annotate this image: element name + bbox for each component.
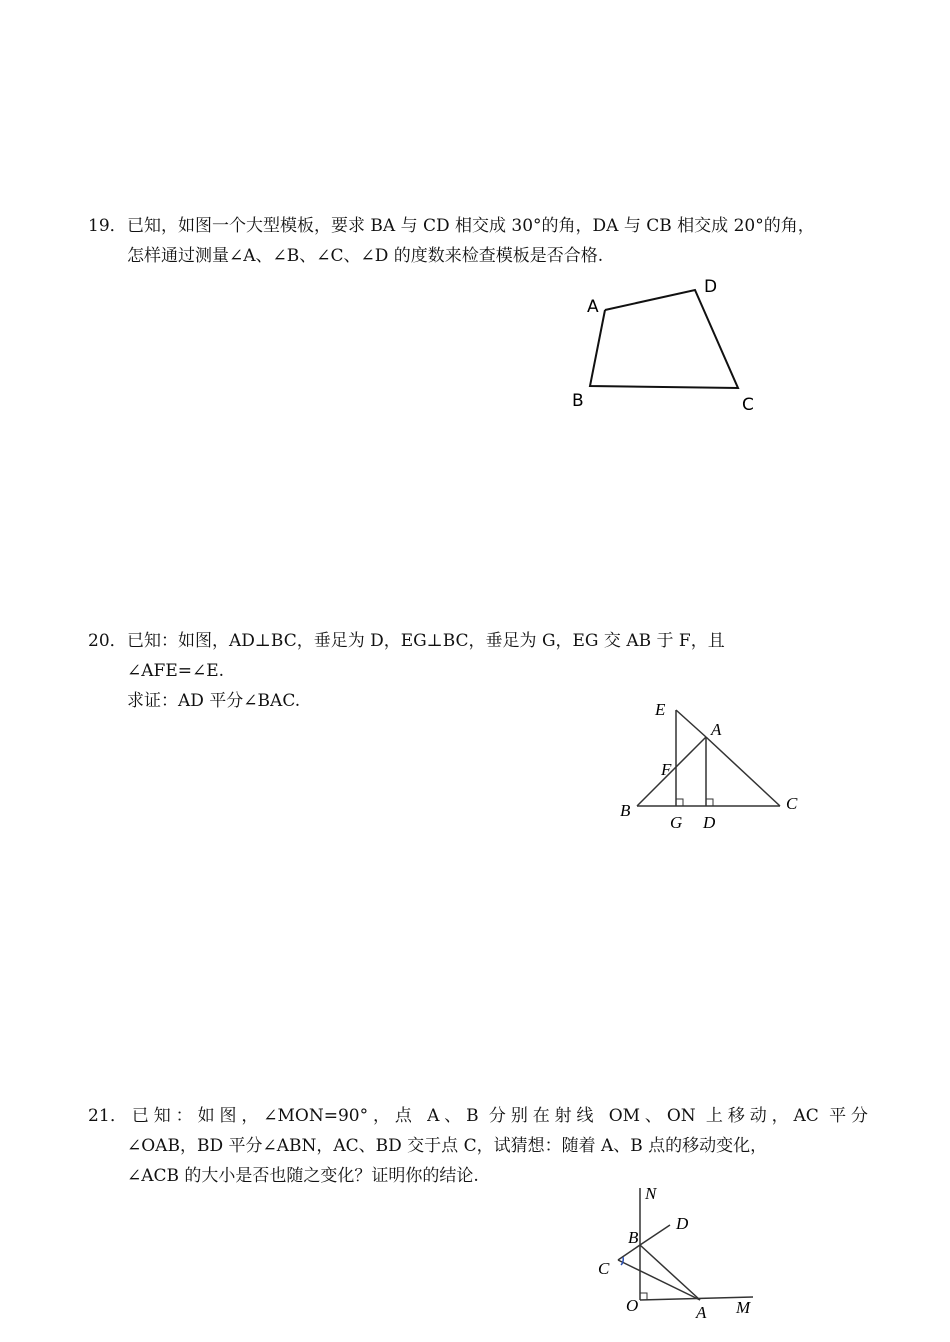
figure-label: B xyxy=(628,1228,639,1247)
problem-19 xyxy=(88,211,868,271)
figure-label: A xyxy=(587,297,599,317)
figure-21-right-angle xyxy=(590,1180,770,1330)
problem-number: 21． xyxy=(88,1106,127,1126)
figure-label: A xyxy=(696,1303,707,1322)
figure-label: D xyxy=(676,1214,689,1233)
problem-text-line: 已知：如图，∠MON=90°，点 A、B 分别在射线 OM、ON 上移动，AC 平分 xyxy=(127,1106,868,1126)
figure-label: C xyxy=(786,794,798,813)
problem-text-line: 已知，如图一个大型模板，要求 BA 与 CD 相交成 30°的角，DA 与 CB 相交成 20°的角， xyxy=(127,216,815,236)
figure-19-quadrilateral xyxy=(560,270,780,420)
figure-label: M xyxy=(736,1298,751,1317)
figure-label: D xyxy=(704,277,718,297)
figure-label: B xyxy=(572,391,584,411)
problem-text-line: ∠ACB 的大小是否也随之变化？证明你的结论. xyxy=(127,1166,479,1186)
figure-label: B xyxy=(620,801,631,820)
figure-label: N xyxy=(645,1184,657,1203)
figure-label: O xyxy=(626,1296,639,1315)
figure-label: D xyxy=(703,813,716,832)
figure-label: C xyxy=(598,1259,610,1278)
figure-label: A xyxy=(711,720,722,739)
problem-text-line: ∠OAB，BD 平分∠ABN，AC、BD 交于点 C，试猜想：随着 A、B 点的移动变化， xyxy=(127,1136,768,1156)
figure-label: G xyxy=(670,813,683,832)
problem-text-line: ∠AFE=∠E. xyxy=(127,661,225,681)
problem-number: 19． xyxy=(88,216,127,236)
problem-text-line: 已知：如图，AD⊥BC，垂足为 D，EG⊥BC，垂足为 G，EG 交 AB 于 F，且 xyxy=(127,631,725,651)
problem-21 xyxy=(88,1101,868,1191)
figure-label: E xyxy=(655,700,666,719)
problem-number: 20． xyxy=(88,631,127,651)
figure-label: F xyxy=(661,760,672,779)
problem-text-line: 求证：AD 平分∠BAC. xyxy=(127,691,301,711)
figure-20-triangle xyxy=(610,695,820,840)
problem-text-line: 怎样通过测量∠A、∠B、∠C、∠D 的度数来检查模板是否合格. xyxy=(127,246,604,266)
figure-label: C xyxy=(742,395,754,415)
